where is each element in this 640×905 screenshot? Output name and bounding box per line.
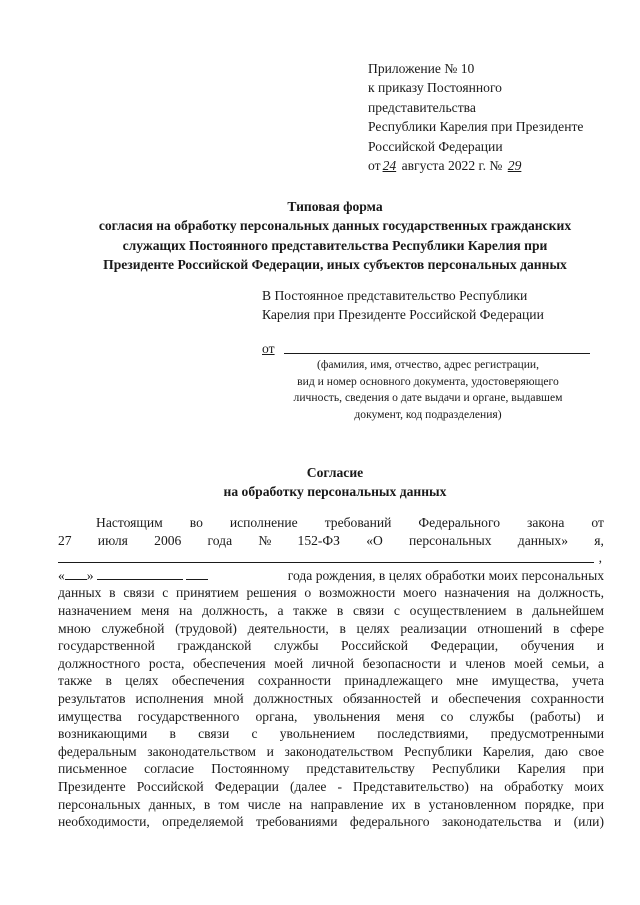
word: во (189, 515, 203, 530)
date-prefix: от (368, 158, 381, 174)
from-label: от (262, 341, 275, 356)
word: года (207, 532, 233, 548)
body-line: имущества государственного органа, увольнения меня со службы (работы) и (58, 708, 604, 724)
name-blank-rule (58, 562, 594, 563)
word: персональных (409, 532, 492, 548)
title-line: служащих Постоянного представительства Республики Карелия при (122, 237, 548, 253)
appendix-line: Приложение № 10 (368, 61, 475, 76)
from-field (262, 341, 590, 357)
body-line: Президенте Российской Федерации (далее - Представительство) на обработку моих (58, 778, 604, 794)
consent-title-line: Согласие (306, 465, 364, 480)
word: Настоящим (96, 515, 163, 530)
birth-text: года рождения, в целях обработки моих персональных (287, 567, 604, 583)
birth-date-blanks: « » (58, 567, 208, 585)
word: исполнение (229, 515, 298, 530)
caption-line: документ, код подразделения) (354, 407, 502, 421)
consent-title-line: на обработку персональных данных (223, 484, 447, 500)
body-line: должностного роста, обеспечения моей личной безопасности и членов моей семьи, а (58, 655, 604, 671)
appendix-date-line (368, 156, 630, 175)
addressee-block (262, 286, 602, 325)
word: Федерального (418, 515, 501, 530)
appendix-block (368, 59, 630, 175)
body-line: необходимости, определяемой требованиями федерального законодательства и (или) (58, 814, 604, 830)
word: данных» (517, 532, 569, 548)
line-end-comma: , (598, 550, 602, 566)
body-line: возникающими в связи с увольнением последствиями, предусмотренными (58, 726, 604, 742)
appendix-line: представительства (368, 99, 476, 115)
body-line-1 (58, 514, 604, 532)
caption-line: личность, сведения о дате выдачи и органе, выдавшем (293, 391, 563, 405)
name-blank-line (58, 549, 604, 567)
body-line: также в целях обеспечения сохранности принадлежащего мне имущества, учета (58, 673, 604, 689)
body-line: данных в связи с принятием решения о возможности моего назначения на должность, (58, 585, 604, 601)
handwritten-day: 24 (382, 158, 397, 174)
appendix-line: Российской Федерации (368, 138, 503, 154)
body-line: назначением меня на должность, а также в связи с осуществлением в дальнейшем (58, 602, 604, 618)
body-line: письменное согласие Постоянному представительству Республики Карелия при (58, 761, 604, 777)
word: закона (526, 515, 565, 530)
body-line: федеральным законодательством и законодательством Республики Карелия, даю свое (58, 743, 604, 759)
caption-line: (фамилия, имя, отчество, адрес регистрации, (316, 358, 540, 371)
word: «О (366, 532, 383, 548)
from-caption (258, 357, 598, 423)
body-line: результатов исполнения мной должностных обязанностей и обеспечения сохранности (58, 690, 604, 706)
body-line-4 (58, 567, 604, 585)
word: № (258, 532, 272, 548)
consent-title (60, 463, 610, 502)
word: 2006 (154, 532, 182, 548)
caption-line: вид и номер основного документа, удостоверяющего (297, 374, 559, 388)
addressee-line: Карелия при Президенте Российской Федерации (262, 307, 544, 323)
word: июля (97, 532, 128, 548)
body-line: государственной гражданской службы Российской Федерации, обучения и (58, 638, 604, 654)
date-middle: августа 2022 г. № (401, 158, 503, 174)
form-title (60, 197, 610, 274)
word: 152-ФЗ (297, 532, 340, 548)
handwritten-number: 29 (507, 158, 522, 174)
body-line: персональных данных, в том числе на направление их в установленном порядке, при (58, 796, 604, 812)
word: от (591, 515, 604, 530)
title-line: согласия на обработку персональных данных государственных гражданских (98, 218, 572, 234)
consent-body (58, 514, 604, 831)
appendix-line: к приказу Постоянного (368, 80, 502, 96)
appendix-line: Республики Карелия при Президенте (368, 119, 584, 135)
word: 27 (58, 532, 72, 548)
body-line: мною служебной (трудовой) деятельности, в целях реализации отношений в сфере (58, 620, 604, 636)
body-line-2 (58, 532, 604, 550)
word: требований (324, 515, 392, 530)
from-blank-line (284, 353, 590, 354)
title-line: Президенте Российской Федерации, иных субъектов персональных данных (103, 256, 567, 272)
addressee-line: В Постоянное представительство Республики (262, 288, 528, 303)
word: я, (594, 532, 604, 548)
title-line: Типовая форма (287, 199, 383, 214)
